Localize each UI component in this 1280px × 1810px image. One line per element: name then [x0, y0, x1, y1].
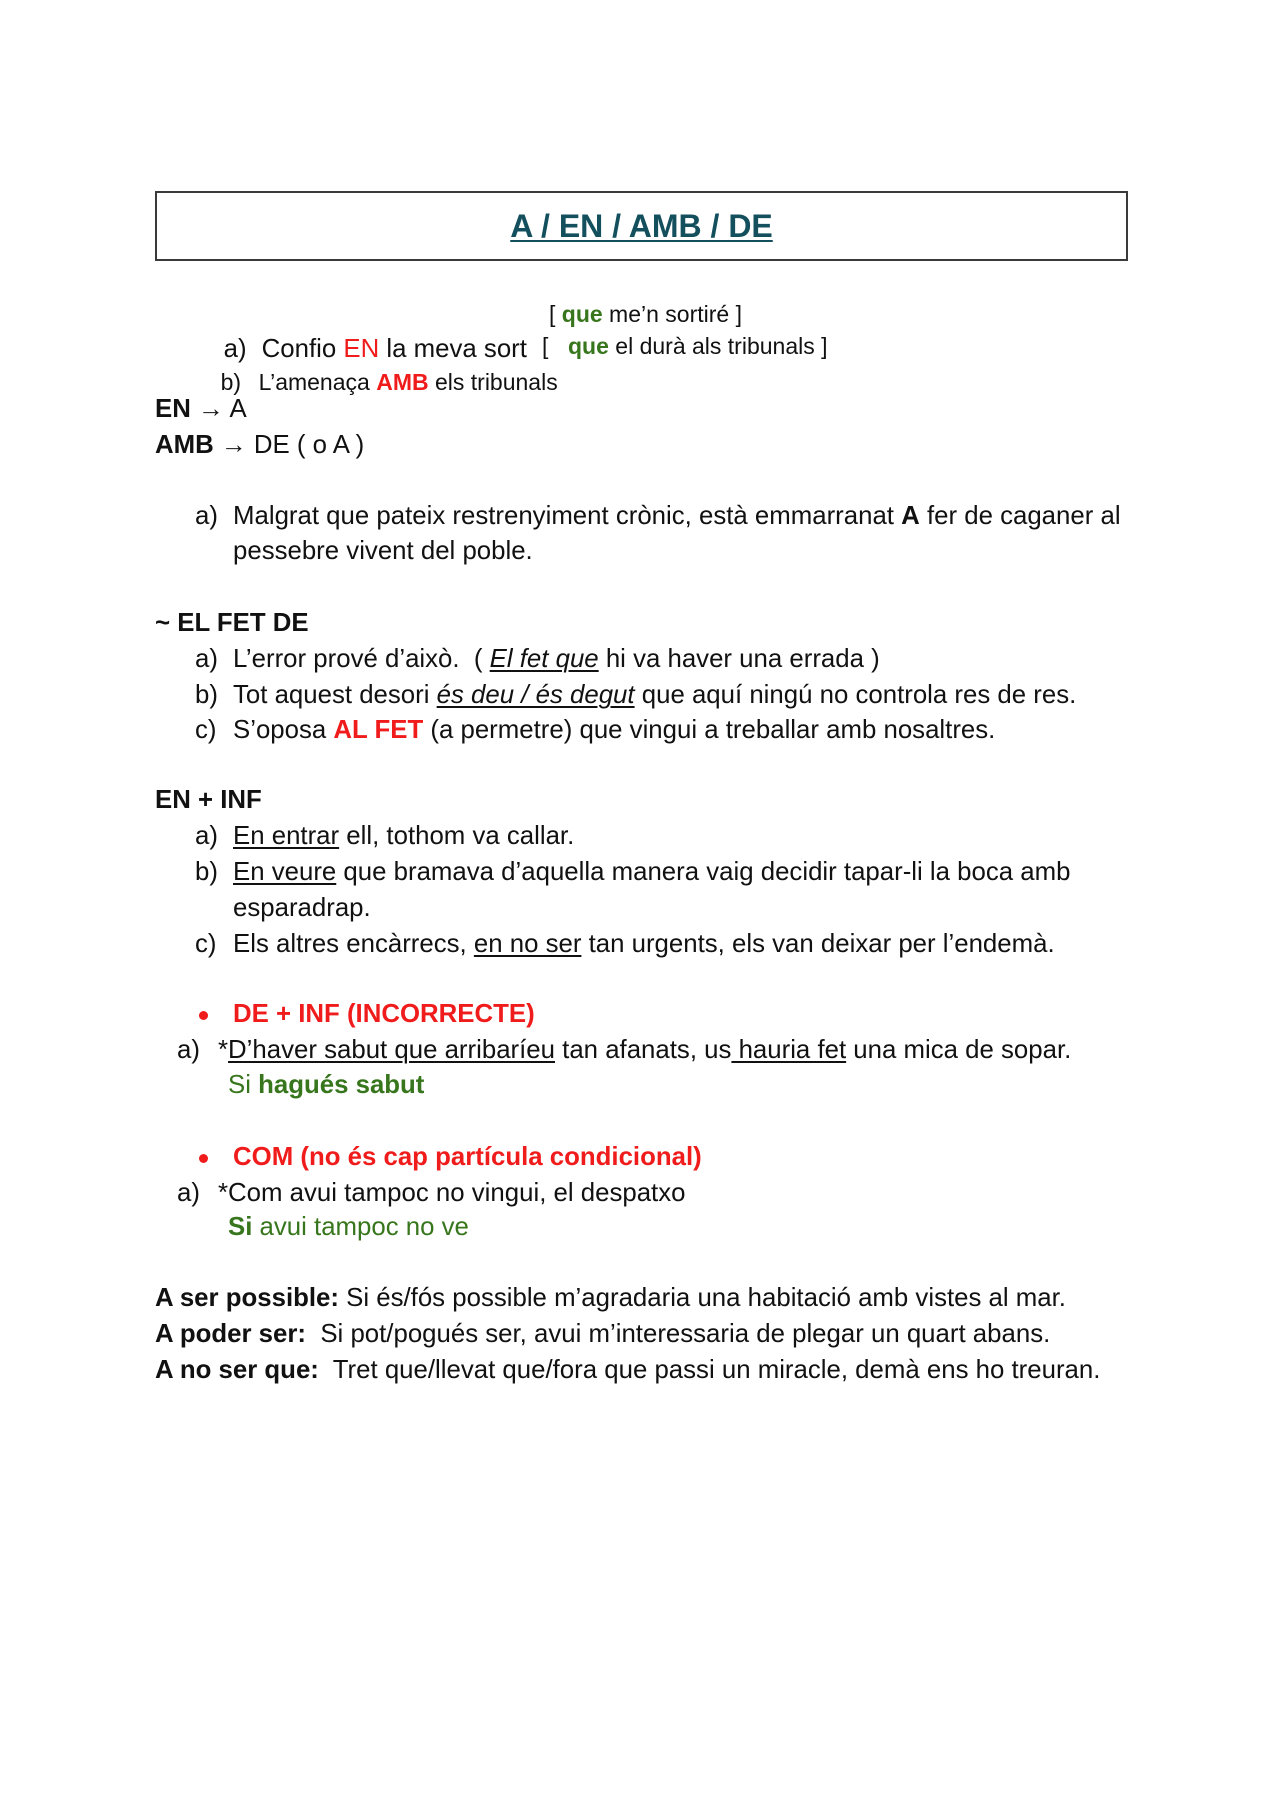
example-malgrat-continuation: pessebre vivent del poble.: [233, 537, 533, 565]
correction-bold: hagués sabut: [258, 1071, 425, 1099]
example-text: els tribunals: [428, 369, 558, 395]
list-item: [177, 1175, 685, 1211]
example-text: fer de caganer al: [919, 502, 1121, 530]
underlined-text: hauria fet: [731, 1036, 847, 1064]
emphasis-text: és deu / és degut: [436, 681, 635, 709]
list-marker: c): [195, 716, 217, 744]
section-heading-en-inf: EN + INF: [155, 786, 262, 814]
example-text: L’amenaça: [258, 369, 377, 395]
bullet-heading-de-inf: [199, 996, 535, 1032]
example-text: (a permetre) que vingui a treballar amb nosaltres.: [423, 716, 996, 744]
underlined-text: En entrar: [233, 822, 340, 850]
rule-en-to-a: [155, 391, 247, 427]
bracket-open: [: [542, 333, 549, 359]
rule-from: EN: [155, 395, 191, 423]
underlined-text: en no ser: [473, 930, 582, 958]
section-heading: COM (no és cap partícula condicional): [233, 1143, 702, 1171]
list-marker: b): [220, 369, 242, 395]
bracket-open: [: [549, 301, 562, 327]
example-text: tan afanats, us: [555, 1036, 732, 1064]
correction-text: avui tampoc no ve: [252, 1213, 469, 1241]
list-item: [177, 1032, 1071, 1068]
page-title: A / EN / AMB / DE: [510, 207, 773, 244]
expression-term: A no ser que:: [155, 1356, 319, 1384]
underlined-text: En veure: [233, 858, 337, 886]
green-que: que: [568, 333, 609, 359]
example-malgrat: [195, 498, 1121, 534]
emphasis-text: El fet que: [489, 645, 599, 673]
example-text: que bramava d’aquella manera vaig decidir tapar-li la boca amb: [336, 858, 1071, 886]
example-text: una mica de sopar.: [846, 1036, 1072, 1064]
example-text: Confio: [261, 335, 344, 363]
list-marker: a): [223, 335, 247, 363]
list-item: [195, 712, 995, 748]
bullet-heading-com: [199, 1139, 702, 1175]
example-text: que aquí ningú no controla res de res.: [634, 681, 1077, 709]
correction-bold: Si: [228, 1213, 253, 1241]
intro-example-b: [195, 328, 828, 508]
list-item: [195, 677, 1076, 713]
bracket-note: [568, 328, 828, 364]
correction: [228, 1067, 424, 1103]
section-heading: DE + INF (INCORRECTE): [233, 1000, 535, 1028]
list-item: [195, 926, 1055, 962]
bullet-icon: [199, 1154, 208, 1163]
list-marker: c): [195, 930, 217, 958]
list-item-continuation: esparadrap.: [233, 894, 371, 922]
list-marker: a): [177, 1036, 200, 1064]
bracket-rest: me’n sortiré ]: [602, 301, 742, 327]
expression-example: Tret que/llevat que/fora que passi un miracle, demà ens ho treuran.: [318, 1356, 1101, 1384]
example-text: Malgrat que pateix restrenyiment crònic, està emmarranat: [233, 502, 902, 530]
highlight-preposition: AMB: [376, 369, 429, 395]
list-marker: a): [195, 822, 218, 850]
example-text: ell, tothom va callar.: [339, 822, 575, 850]
list-item: [195, 854, 1070, 890]
example-text: tan urgents, els van deixar per l’endemà.: [581, 930, 1055, 958]
expression-row: [155, 1316, 1050, 1352]
expression-term: A ser possible:: [155, 1284, 339, 1312]
list-marker: a): [195, 645, 218, 673]
expression-row: [155, 1280, 1066, 1316]
section-heading-el-fet-de: ~ EL FET DE: [155, 609, 309, 637]
list-marker: b): [195, 681, 218, 709]
title-box: [155, 191, 1128, 261]
list-item: [195, 641, 880, 677]
correction: [228, 1209, 469, 1245]
bracket-rest: el durà als tribunals ]: [608, 333, 828, 359]
expression-term: A poder ser:: [155, 1320, 306, 1348]
expression-example: Si és/fós possible m’agradaria una habitació amb vistes al mar.: [338, 1284, 1066, 1312]
expression-row: [155, 1352, 1100, 1388]
example-text: Tot aquest desori: [233, 681, 437, 709]
correction-text: Si: [228, 1071, 259, 1099]
highlight-text: AL FET: [333, 716, 424, 744]
example-text: la meva sort: [379, 335, 527, 363]
list-item: [195, 818, 574, 854]
example-text: hi va haver una errada ): [598, 645, 880, 673]
example-text: L’error prové d’això. (: [233, 645, 490, 673]
bullet-icon: [199, 1011, 208, 1020]
rule-from: AMB: [155, 431, 214, 459]
green-que: que: [561, 301, 603, 327]
list-marker: a): [195, 502, 218, 530]
example-text: *Com avui tampoc no vingui, el despatxo: [218, 1179, 686, 1207]
rule-to: → DE ( o A ): [213, 431, 365, 459]
example-text: Els altres encàrrecs,: [233, 930, 474, 958]
expression-example: Si pot/pogués ser, avui m’interessaria de plegar un quart abans.: [306, 1320, 1051, 1348]
list-marker: b): [195, 858, 218, 886]
highlight-preposition: EN: [343, 335, 380, 363]
list-marker: a): [177, 1179, 200, 1207]
rule-to: → A: [190, 395, 247, 423]
asterisk: *: [218, 1036, 229, 1064]
rule-amb-to-de: [155, 427, 364, 463]
example-text: S’oposa: [233, 716, 334, 744]
bracket-note: [549, 296, 742, 332]
underlined-text: D’haver sabut que arribaríeu: [228, 1036, 555, 1064]
bold-preposition: A: [901, 502, 920, 530]
